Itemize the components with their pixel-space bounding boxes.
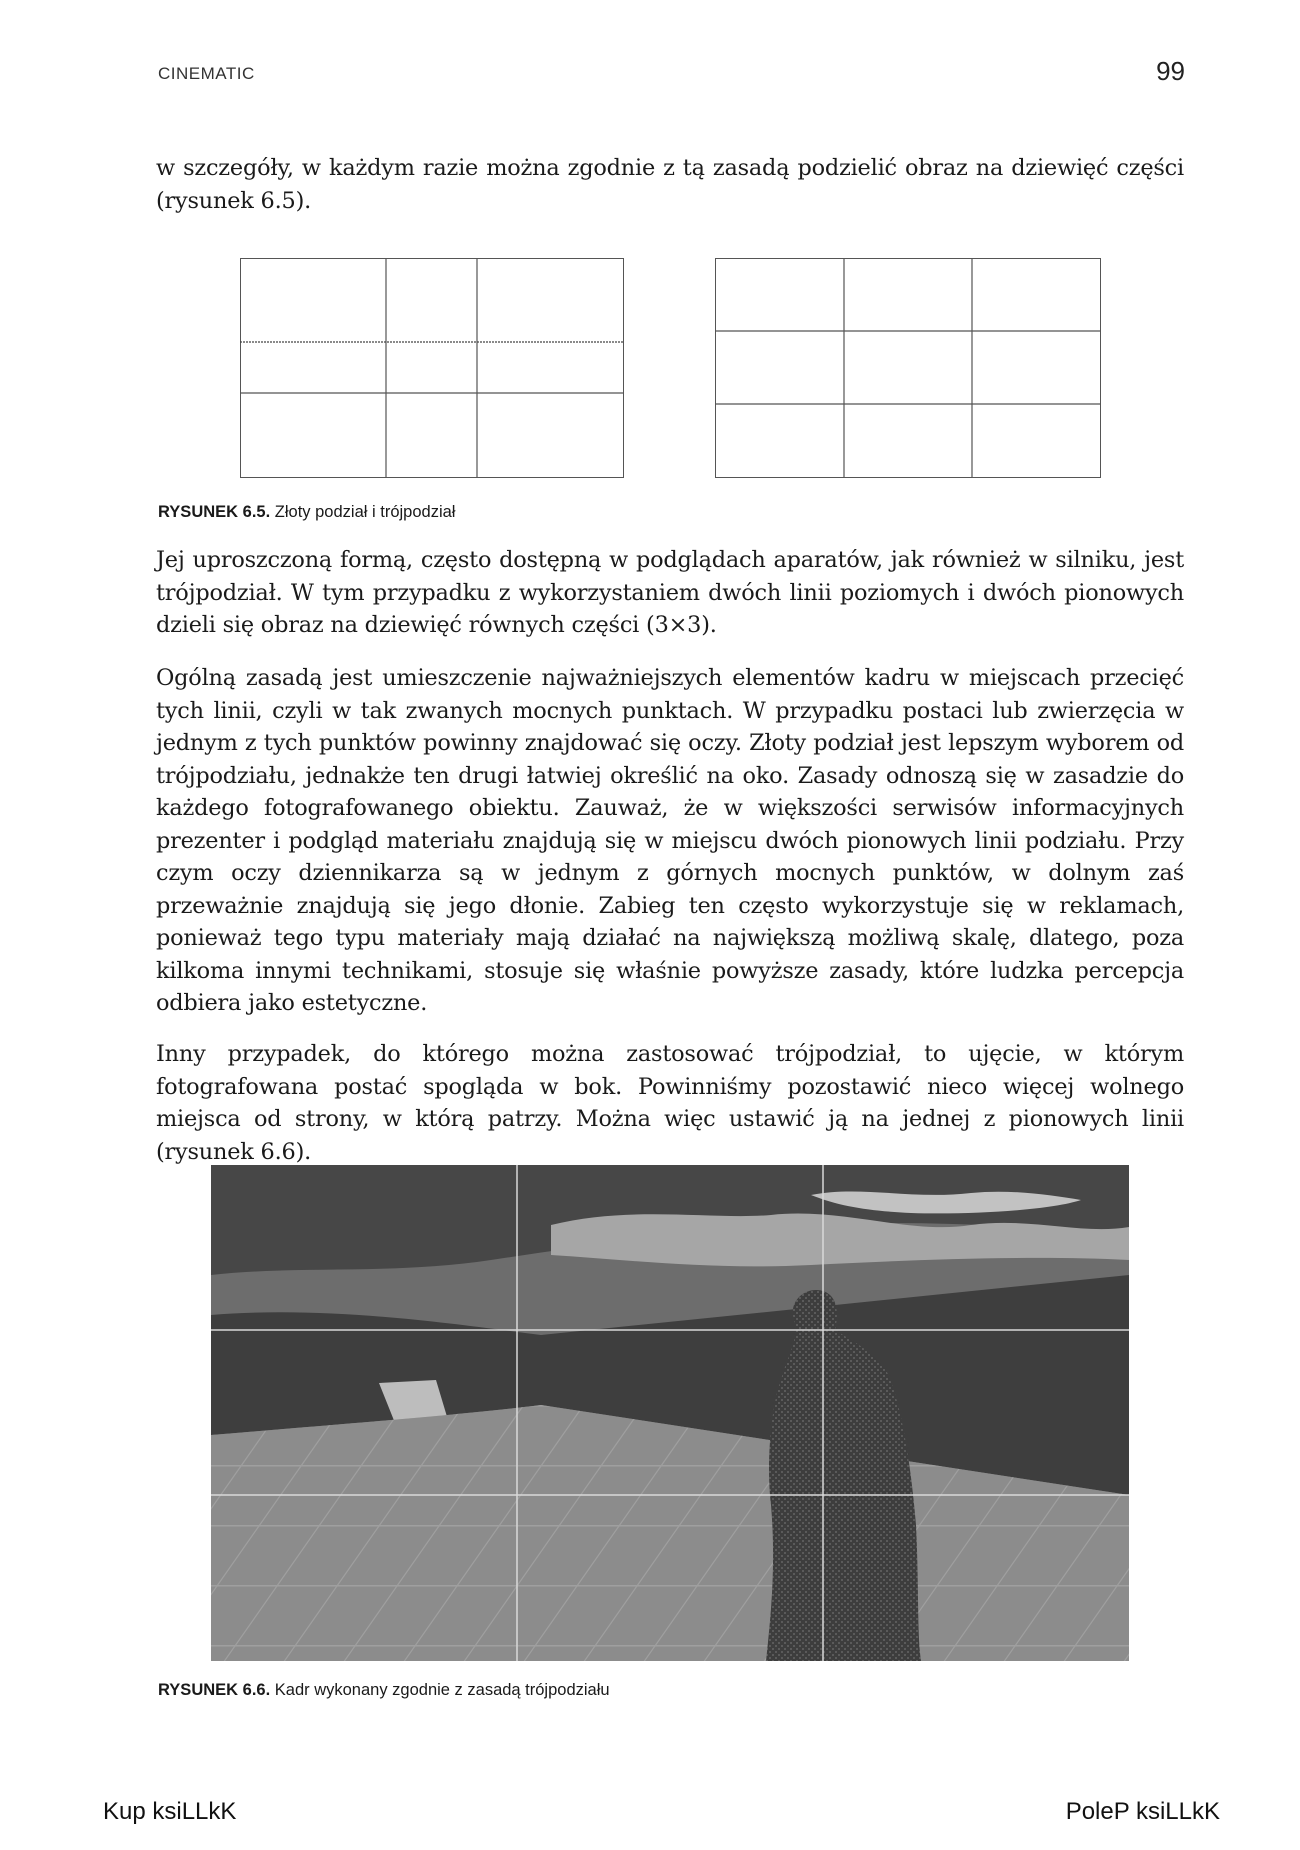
- figure-6-5-text: Złoty podział i trójpodział: [274, 503, 456, 521]
- paragraph-side-look: Inny przypadek, do którego można zastosować trójpodział, to ujęcie, w którym fotografowana postać spogląda w bok. Powinniśmy pozostawić nieco więcej wolnego miejsca od strony, w którą patrzy. Można więc ustawić ją na jednej z pionowych linii (rysunek 6.6).: [156, 1041, 1184, 1165]
- paragraph-thirds: Jej uproszczoną formą, często dostępną w podglądach aparatów, jak również w silniku, jest trójpodział. W tym przypadku z wykorzystaniem dwóch linii poziomych i dwóch pionowych dzieli się obraz na dziewięć równych części (3×3).: [156, 547, 1184, 638]
- rule-of-thirds-grid: [715, 258, 1101, 482]
- figure-6-6-caption: [158, 1681, 610, 1700]
- figure-6-6-text: Kadr wykonany zgodnie z zasadą trójpodziału: [274, 1681, 610, 1699]
- running-header-section: CINEMATIC: [158, 64, 255, 83]
- page-number: 99: [1156, 56, 1185, 86]
- paragraph-intro: w szczegóły, w każdym razie można zgodnie z tą zasadą podzielić obraz na dziewięć części (rysunek 6.5).: [156, 155, 1184, 214]
- golden-ratio-grid: [240, 258, 624, 482]
- figure-6-6-label: RYSUNEK 6.6.: [158, 1681, 271, 1699]
- paragraph-strong-points: Ogólną zasadą jest umieszczenie najważniejszych elementów kadru w miejscach przecięć tych linii, czyli w tak zwanych mocnych punktach. W przypadku postaci lub zwierzęcia w jednym z tych punktów powinny znajdować się oczy. Złoty podział jest lepszym wyborem od trójpodziału, jednakże ten drugi łatwiej określić na oko. Zasady odnoszą się w zasadzie do każdego fotografowanego obiektu. Zauważ, że w większości serwisów informacyjnych prezenter i podgląd materiału znajdują się w miejscu dwóch pionowych linii podziału. Przy czym oczy dziennikarza są w jednym z górnych mocnych punktów, w dolnym zaś przeważnie znajdują się jego dłonie. Zabieg ten często wykorzystuje się w reklamach, ponieważ tego typu materiały mają działać na największą możliwą skalę, dlatego, poza kilkoma innymi technikami, stosuje się właśnie powyższe zasady, które ludzka percepcja odbiera jako estetyczne.: [156, 665, 1184, 1016]
- footer-buy-link[interactable]: Kup ksiLLkK: [103, 1798, 237, 1825]
- figure-6-6-image: [211, 1165, 1129, 1665]
- figure-6-5-label: RYSUNEK 6.5.: [158, 503, 271, 521]
- footer-recommend-link[interactable]: PoleP ksiLLkK: [1065, 1798, 1220, 1825]
- figure-6-5-caption: [158, 503, 455, 522]
